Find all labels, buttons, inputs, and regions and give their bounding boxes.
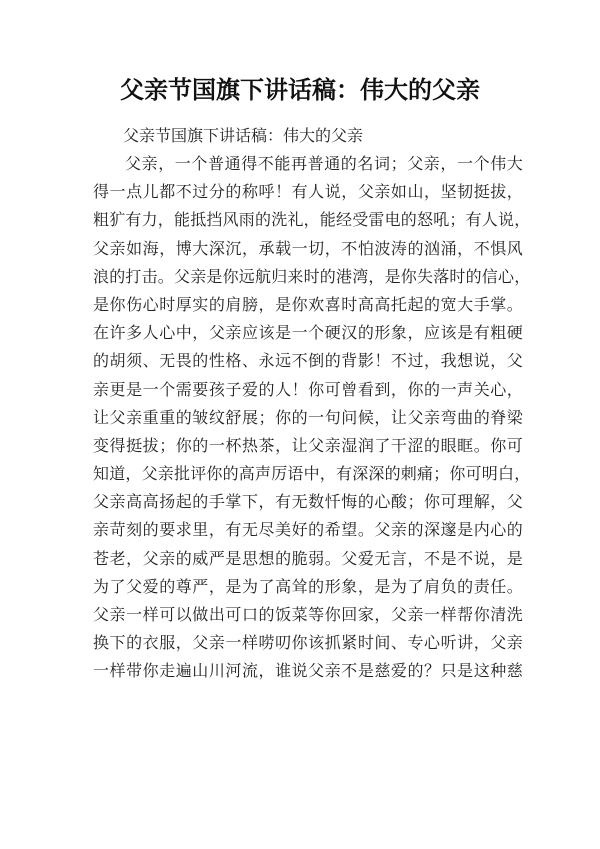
text-line: 亲更是一个需要孩子爱的人！你可曾看到，你的一声关心， <box>93 379 523 399</box>
text-line: 的胡须、无畏的性格、永远不倒的背影！不过，我想说，父 <box>93 351 523 371</box>
text-line: 让父亲重重的皱纹舒展；你的一句问候，让父亲弯曲的脊梁 <box>93 407 523 427</box>
text-line: 苍老，父亲的威严是思想的脆弱。父爱无言，不是不说，是 <box>93 548 523 568</box>
text-line: 亲苛刻的要求里，有无尽美好的希望。父亲的深邃是内心的 <box>93 520 523 540</box>
text-line: 父亲如海，博大深沉，承载一切，不怕波涛的汹涌，不惧风 <box>93 238 523 258</box>
body-paragraph <box>93 150 531 686</box>
text-line: 父亲一样可以做出可口的饭菜等你回家，父亲一样帮你清洗 <box>93 605 523 624</box>
document-subtitle: 父亲节国旗下讲话稿：伟大的父亲 <box>123 126 364 145</box>
text-line: 是你伤心时厚实的肩膀，是你欢喜时高高托起的宽大手掌。 <box>93 294 523 314</box>
text-line: 粗犷有力，能抵挡风雨的洗礼，能经受雷电的怒吼；有人说， <box>93 210 531 230</box>
text-line: 换下的衣服，父亲一样唠叨你该抓紧时间、专心听讲，父亲 <box>93 633 523 653</box>
text-line: 一样带你走遍山川河流，谁说父亲不是慈爱的？只是这种慈 <box>93 661 523 681</box>
text-line: 为了父爱的尊严，是为了高耸的形象，是为了肩负的责任。 <box>93 576 523 596</box>
text-line: 父亲，一个普通得不能再普通的名词；父亲，一个伟大 <box>125 154 523 173</box>
text-line: 变得挺拔；你的一杯热茶，让父亲湿润了干涩的眼眶。你可 <box>93 435 523 455</box>
text-line: 父亲高高扬起的手掌下，有无数忏悔的心酸；你可理解，父 <box>93 492 523 512</box>
text-line: 知道，父亲批评你的高声厉语中，有深深的刺痛；你可明白， <box>93 464 531 484</box>
document-title: 父亲节国旗下讲话稿：伟大的父亲 <box>120 75 480 104</box>
text-line: 在许多人心中，父亲应该是一个硬汉的形象，应该是有粗硬 <box>93 323 523 343</box>
text-line: 得一点儿都不过分的称呼！有人说，父亲如山，坚韧挺拔， <box>93 182 523 202</box>
text-line: 浪的打击。父亲是你远航归来时的港湾，是你失落时的信心， <box>93 266 531 286</box>
